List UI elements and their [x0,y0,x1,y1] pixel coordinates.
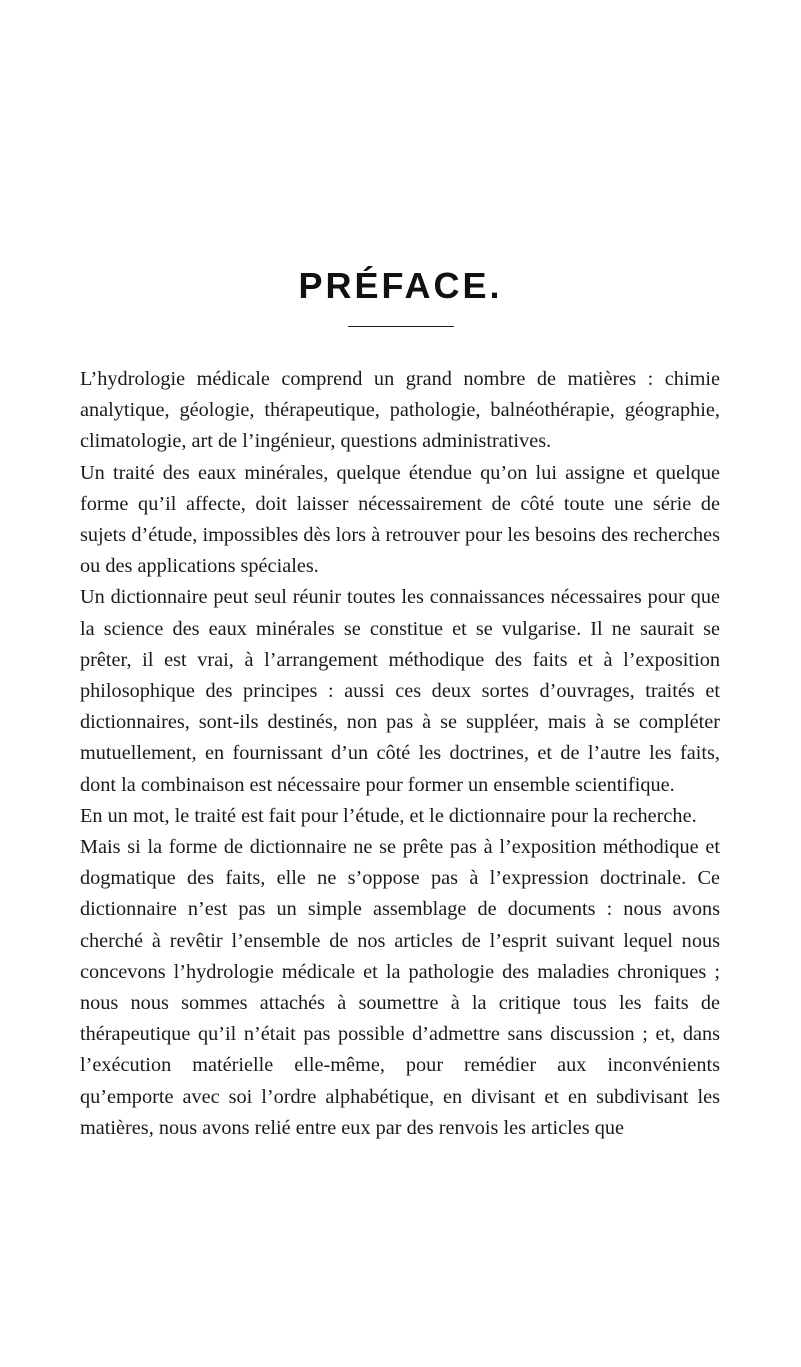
paragraph: En un mot, le traité est fait pour l’étude, et le dictionnaire pour la recherche. [80,804,697,827]
paragraph: L’hydrologie médicale comprend un grand nombre de matières : chimie analytique, géologie, thérapeutique, pathologie, balnéothérapie, géographie, climatologie, art de l’ingénieur, questions administratives. [80,368,720,453]
page-title: PRÉFACE. [298,265,503,306]
paragraph: Mais si la forme de dictionnaire ne se prête pas à l’exposition méthodique et dogmatique des faits, elle ne s’oppose pas à l’expression doctrinale. Ce dictionnaire n’est pas un simple assemblage de documents : nous avons cherché à revêtir l’ensemble de nos articles de l’esprit suivant lequel nous concevons l’hydrologie médicale et la pathologie des maladies chroniques ; nous nous sommes attachés à soumettre à la critique tous les faits de thérapeutique qu’il n’était pas possible d’admettre sans discussion ; et, dans l’exécution matérielle elle-même, pour remédier aux inconvénients qu’emporte avec soi l’ordre alphabétique, en divisant et en subdivisant les matières, nous avons relié entre eux par des renvois les articles que [80,836,720,1139]
body-text [80,364,720,1144]
paragraph: Un dictionnaire peut seul réunir toutes les connaissances nécessaires pour que la science des eaux minérales se constitue et se vulgarise. Il ne saurait se prêter, il est vrai, à l’arrangement méthodique des faits et à l’exposition philosophique des principes : aussi ces deux sortes d’ouvrages, traités et dictionnaires, sont-ils destinés, non pas à se suppléer, mais à se compléter mutuellement, en fournissant d’un côté les doctrines, et de l’autre les faits, dont la combinaison est nécessaire pour former un ensemble scientifique. [80,586,720,796]
paragraph: Un traité des eaux minérales, quelque étendue qu’on lui assigne et quelque forme qu’il affecte, doit laisser nécessairement de côté toute une série de sujets d’étude, impossibles dès lors à retrouver pour les besoins des recherches ou des applications spéciales. [80,461,720,578]
title-divider [348,326,454,327]
